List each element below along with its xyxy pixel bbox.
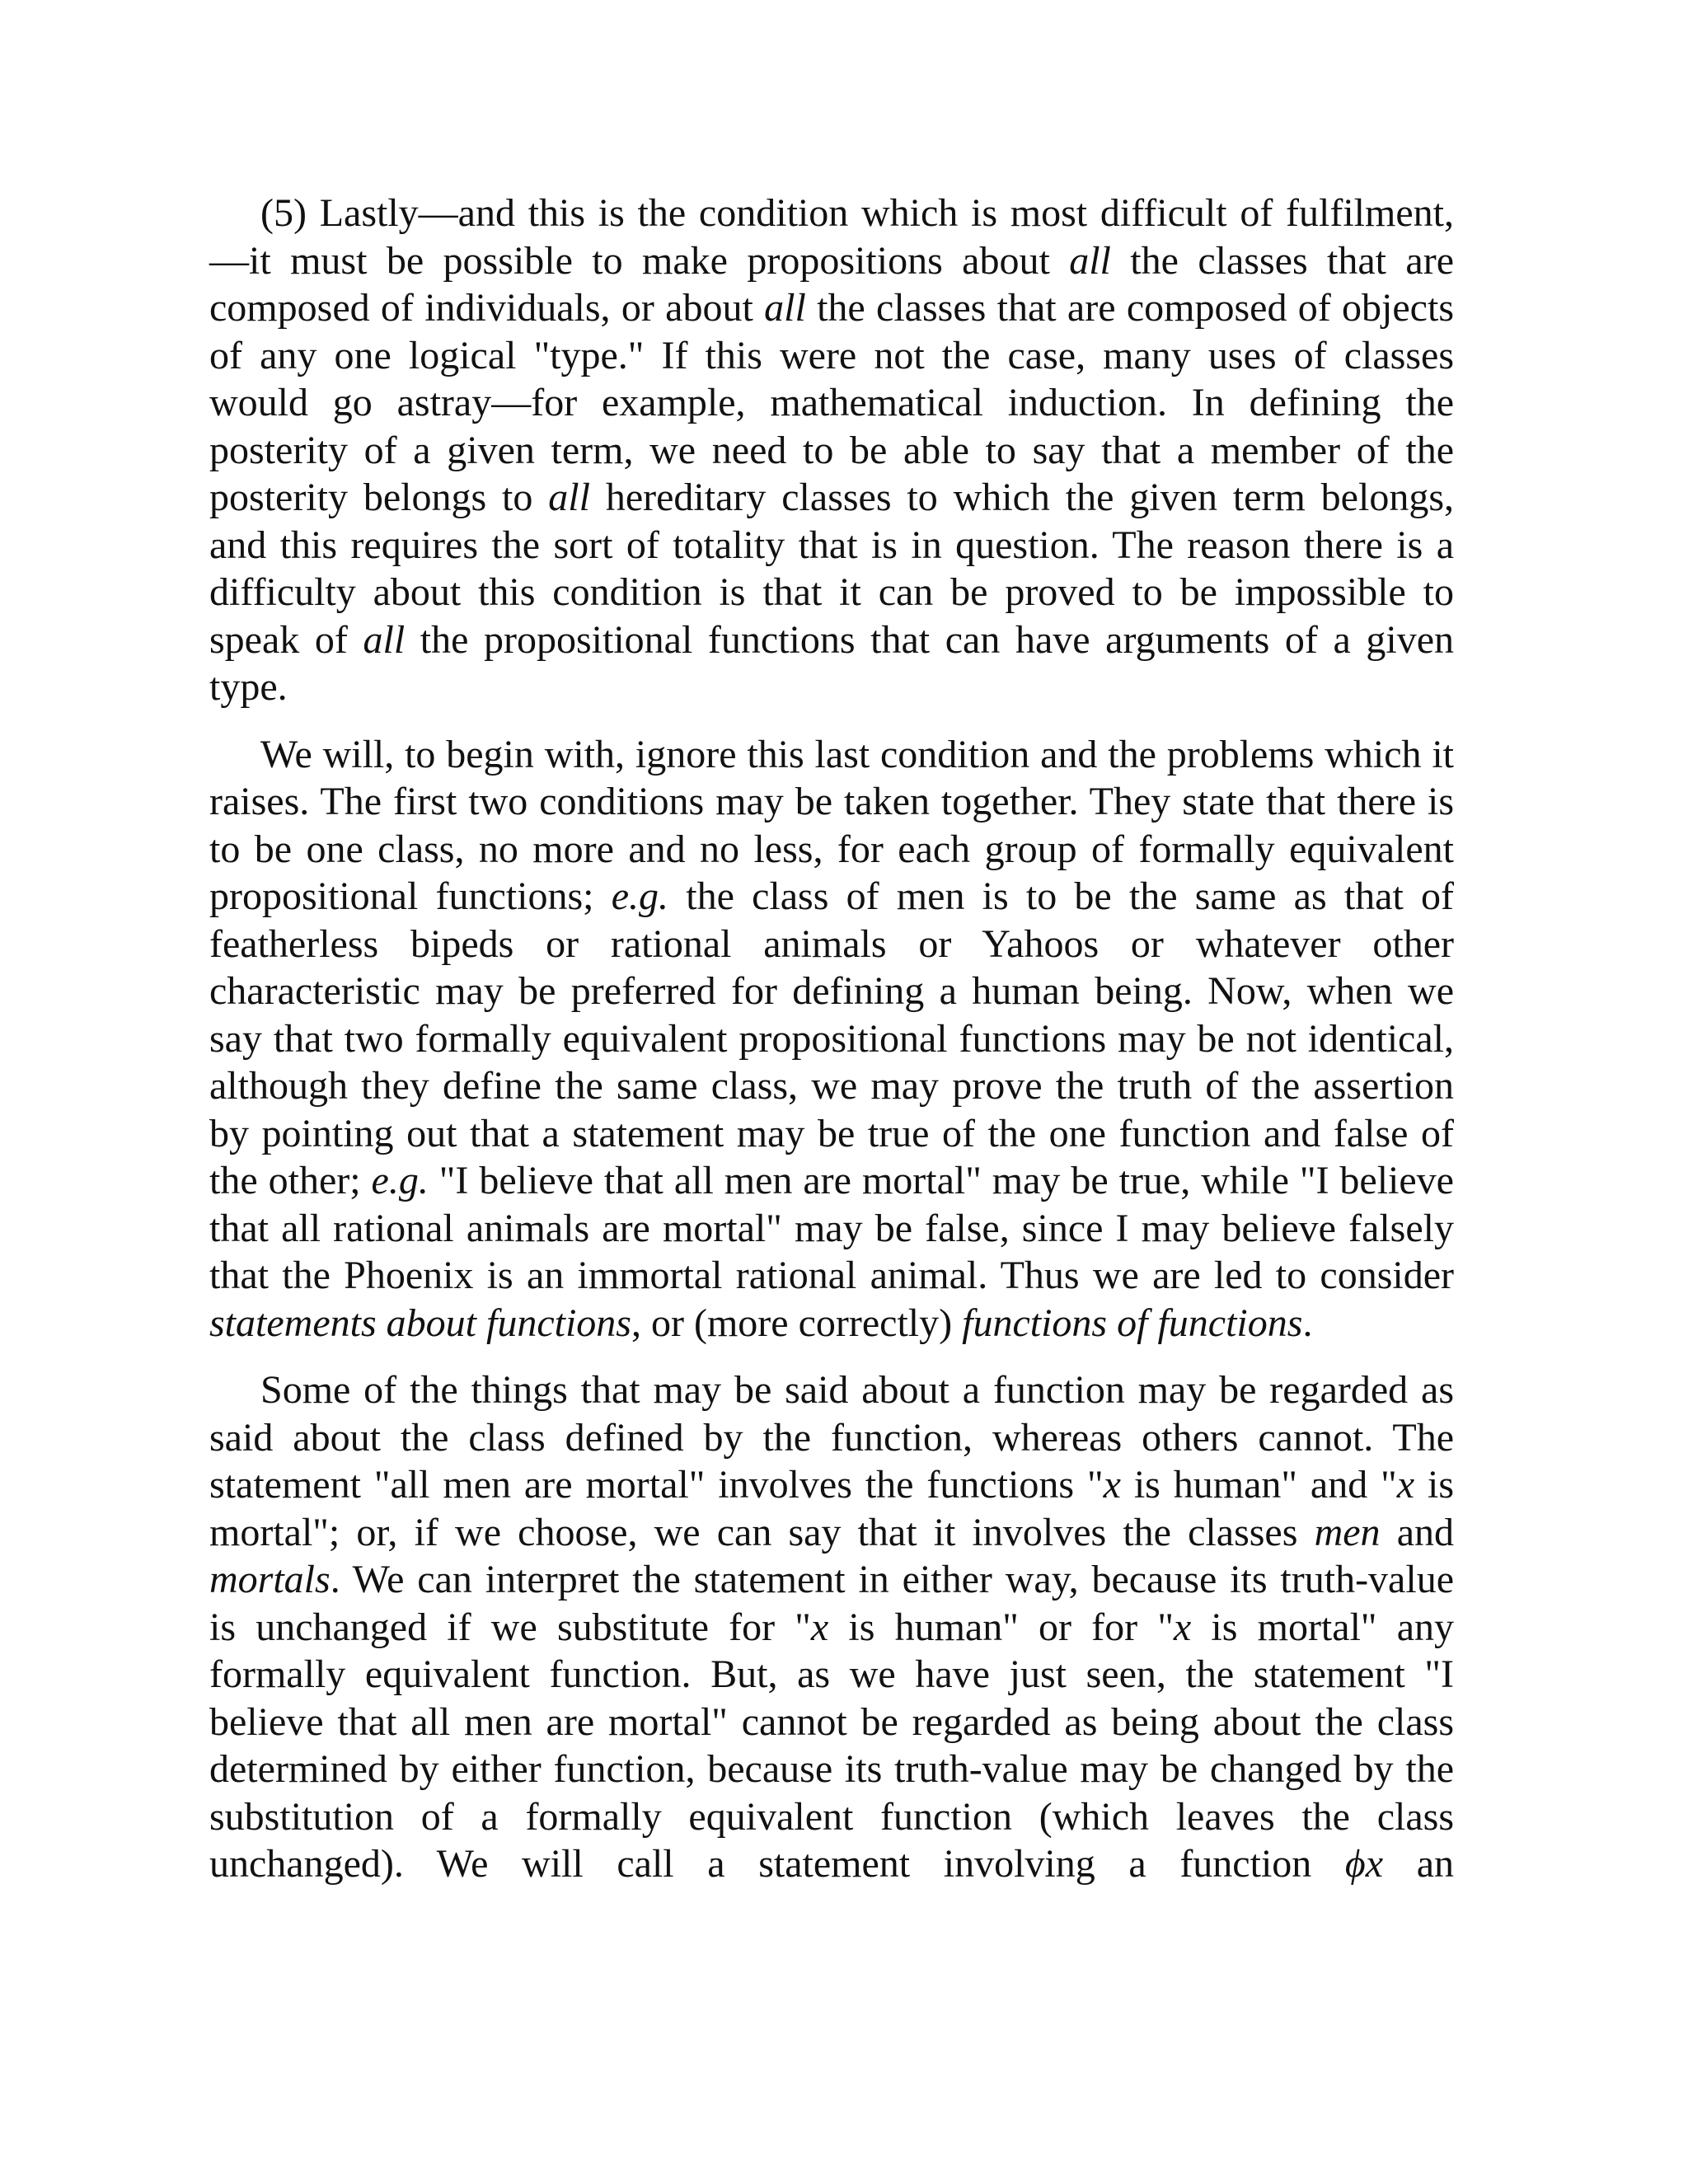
math-variable: x bbox=[1103, 1463, 1121, 1507]
math-variable: ϕx bbox=[1344, 1842, 1384, 1886]
text-run: and bbox=[1380, 1510, 1454, 1554]
text-run: Some of the things that may be said about a function may be regarded as said about the class defined by the function, whereas others cannot. The statement "all men are mortal" involves the functions " bbox=[209, 1368, 1454, 1507]
text-run: is mortal" any formally equivalent function. But, as we have just seen, the statement "I believe that all men are mortal" cannot be regarded as being about the class determined by either function, because its truth-value may be changed by the substitution of a formally equivalent function (which leaves the class unchanged). We will call a statement involving a function bbox=[209, 1605, 1454, 1886]
text-run: . bbox=[1302, 1301, 1313, 1345]
text-run: is human" and " bbox=[1120, 1463, 1397, 1507]
emphasis-text: e.g. bbox=[371, 1159, 429, 1202]
text-run: the classes that are composed of individuals, or about bbox=[209, 238, 1455, 330]
emphasis-text: all bbox=[764, 286, 806, 330]
emphasis-text: all bbox=[1069, 238, 1111, 283]
math-variable: x bbox=[1173, 1605, 1192, 1649]
emphasis-text: mortals bbox=[209, 1558, 331, 1601]
text-run: . We can interpret the statement in either way, because its truth-value is unchanged if we substitute for " bbox=[209, 1558, 1454, 1649]
text-run: hereditary classes to which the given term belongs, and this requires the sort of totality that is in question. The reason there is a difficulty about this condition is that it can be proved to be impossible to speak of bbox=[209, 476, 1454, 662]
text-run: "I believe that all men are mortal" may be true, while "I believe that all rational animals are mortal" may be false, since I may believe falsely that the Phoenix is an immortal rational animal. Thus we are led to consider bbox=[209, 1159, 1454, 1297]
math-variable: x bbox=[810, 1605, 829, 1649]
text-run: the class of men is to be the same as that of featherless bipeds or rational animals or Yahoos or whatever other characteristic may be preferred for defining a human being. Now, when we say that two formally equivalent propositional functions may be not identical, although they define the same class, we may prove the truth of the assertion by pointing out that a statement may be true of the one function and false of the other; bbox=[209, 874, 1454, 1202]
emphasis-text: functions of functions bbox=[962, 1301, 1303, 1345]
text-run: , or (more correctly) bbox=[631, 1301, 963, 1345]
paragraph-formal-equivalence bbox=[209, 731, 1454, 1347]
text-run: (5) Lastly—and this is the condition which is most difficult of fulfilment, —it must be possible to make propositions about bbox=[209, 191, 1454, 283]
emphasis-text: e.g. bbox=[611, 874, 669, 918]
paragraph-functions-and-classes bbox=[209, 1366, 1454, 1888]
text-run: is human" or for " bbox=[828, 1605, 1174, 1649]
text-run: an bbox=[1383, 1842, 1454, 1886]
emphasis-text: all bbox=[548, 476, 590, 519]
emphasis-text: all bbox=[363, 617, 406, 662]
page-body bbox=[209, 190, 1454, 1888]
text-run: the propositional functions that can have arguments of a given type. bbox=[209, 617, 1454, 709]
emphasis-text: statements about functions bbox=[209, 1301, 631, 1345]
paragraph-condition-5 bbox=[209, 190, 1454, 711]
text-run: We will, to begin with, ignore this last condition and the problems which it raises. The first two conditions may be taken together. They state that there is to be one class, no more and no less, for each group of formally equivalent propositional functions; bbox=[209, 732, 1454, 918]
text-run: is mortal"; or, if we choose, we can say that it involves the classes bbox=[209, 1463, 1455, 1554]
math-variable: x bbox=[1396, 1463, 1415, 1507]
text-run: the classes that are composed of objects of any one logical "type." If this were not the case, many uses of classes would go astray—for example, mathematical induction. In defining the posterity of a given term, we need to be able to say that a member of the posterity belongs to bbox=[209, 286, 1455, 519]
emphasis-text: men bbox=[1314, 1510, 1381, 1554]
